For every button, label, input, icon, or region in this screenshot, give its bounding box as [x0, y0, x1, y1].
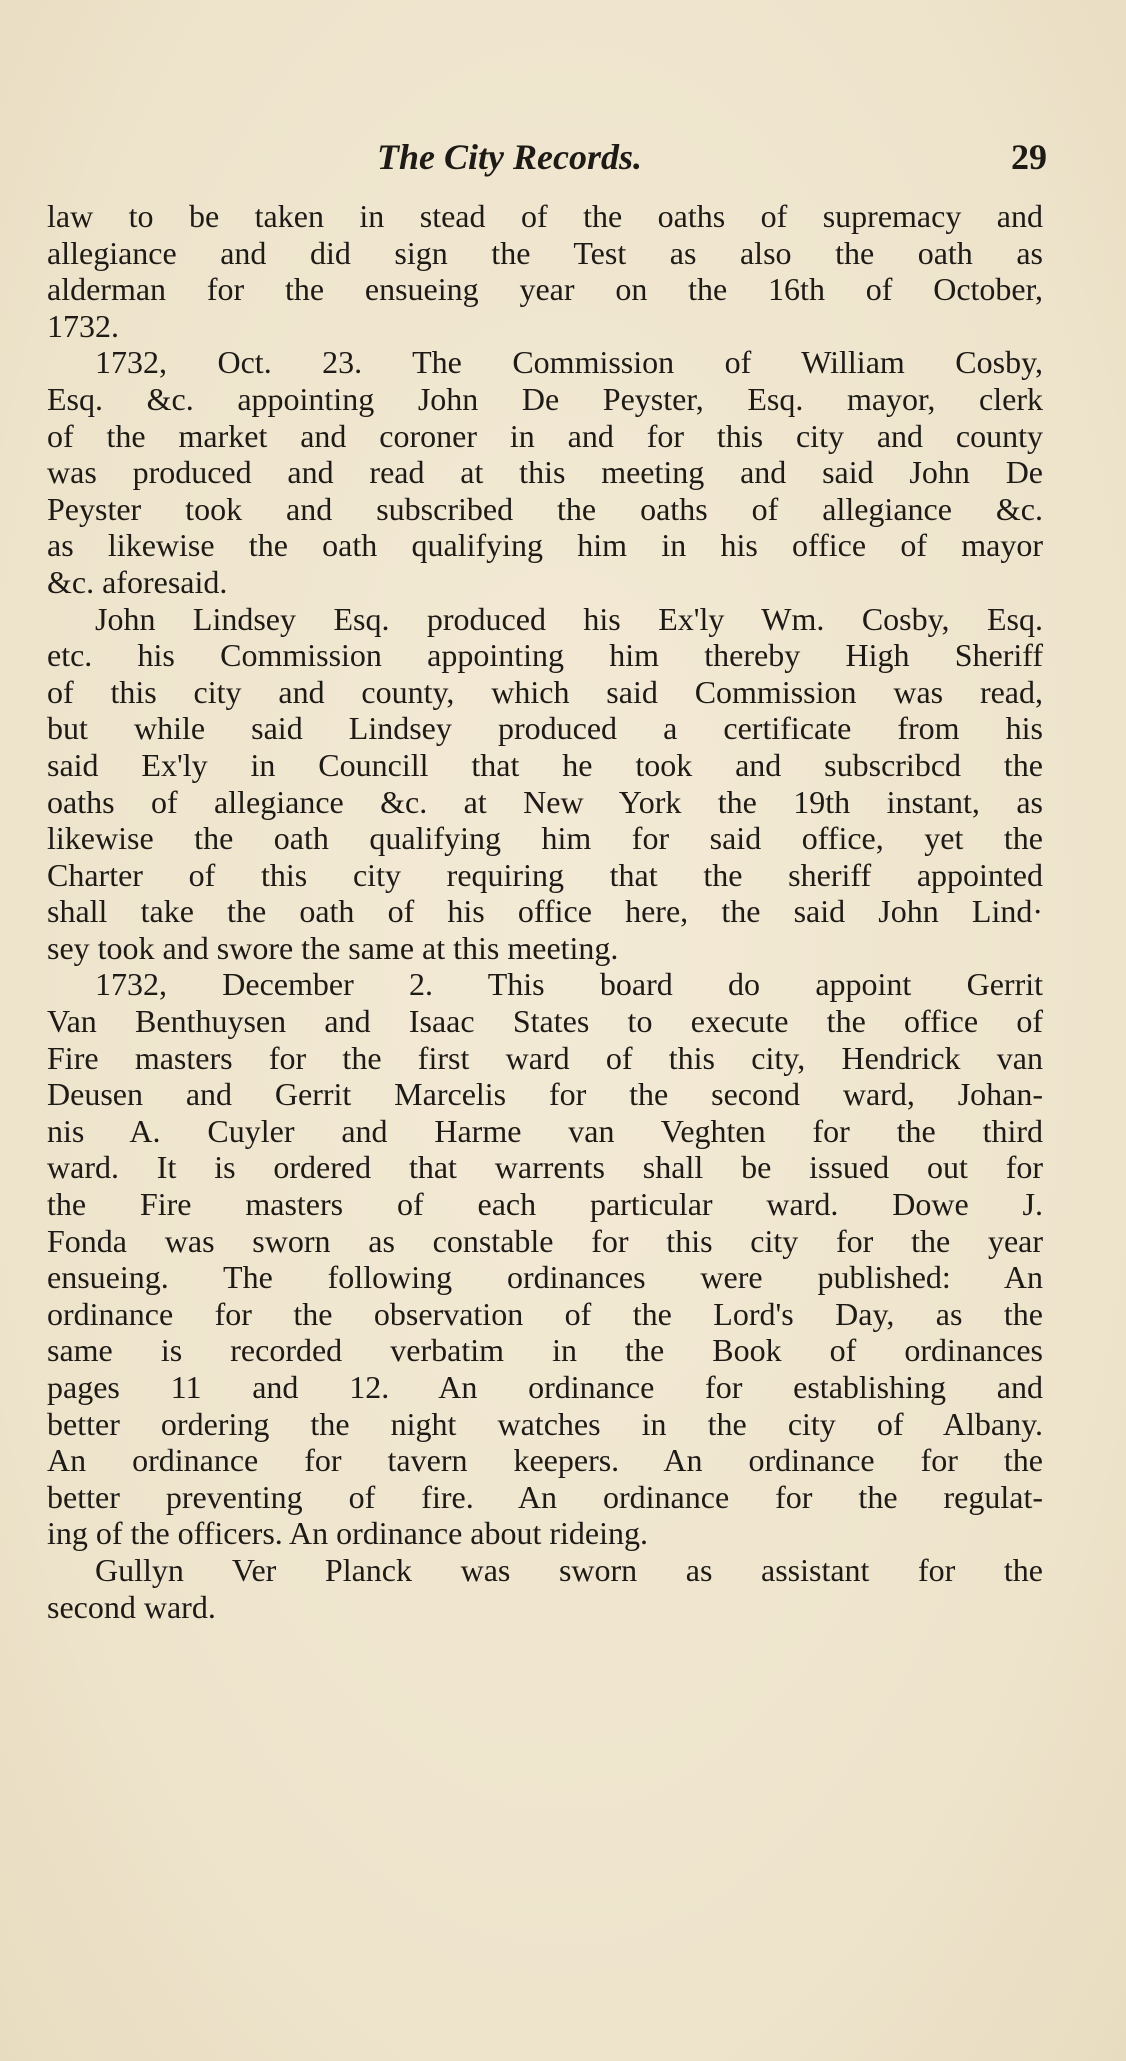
text-line: same is recorded verbatim in the Book of ordinances	[47, 1332, 1043, 1369]
running-title: The City Records.	[377, 137, 642, 177]
text-line: An ordinance for tavern keepers. An ordinance for the	[47, 1442, 1043, 1479]
page-header	[47, 132, 1047, 182]
text-line: Peyster took and subscribed the oaths of allegiance &c.	[47, 490, 1043, 527]
text-line: of this city and county, which said Commission was read,	[47, 673, 1043, 710]
text-line: better ordering the night watches in the city of Albany.	[47, 1405, 1043, 1442]
text-line: alderman for the ensueing year on the 16th of October,	[47, 271, 1043, 308]
text-line: Gullyn Ver Planck was sworn as assistant for the	[95, 1551, 1043, 1588]
text-line: allegiance and did sign the Test as also the oath as	[47, 234, 1043, 271]
text-line: ing of the officers. An ordinance about rideing.	[47, 1515, 649, 1552]
text-line: Fire masters for the first ward of this city, Hendrick van	[47, 1039, 1043, 1076]
text-line: as likewise the oath qualifying him in his office of mayor	[47, 527, 1043, 564]
page-number: 29	[1011, 137, 1047, 177]
body-text	[47, 198, 1043, 1625]
text-line: 1732.	[47, 307, 119, 344]
text-line: etc. his Commission appointing him thereby High Sheriff	[47, 637, 1043, 674]
text-line: law to be taken in stead of the oaths of supremacy and	[47, 198, 1043, 234]
text-line: Deusen and Gerrit Marcelis for the second ward, Johan-	[47, 1076, 1043, 1113]
text-line: sey took and swore the same at this meeting.	[47, 929, 619, 966]
text-line: pages 11 and 12. An ordinance for establishing and	[47, 1369, 1043, 1405]
text-line: the Fire masters of each particular ward. Dowe J.	[47, 1186, 1043, 1223]
text-line: Esq. &c. appointing John De Peyster, Esq. mayor, clerk	[47, 380, 1043, 417]
text-line: Fonda was sworn as constable for this city for the year	[47, 1222, 1043, 1259]
text-line: &c. aforesaid.	[47, 563, 228, 600]
text-line: ordinance for the observation of the Lord's Day, as the	[47, 1295, 1043, 1332]
text-line: Van Benthuysen and Isaac States to execute the office of	[47, 1003, 1043, 1040]
text-line: ward. It is ordered that warrents shall be issued out for	[47, 1149, 1043, 1186]
text-line: was produced and read at this meeting and said John De	[47, 454, 1043, 491]
text-line: but while said Lindsey produced a certificate from his	[47, 710, 1043, 747]
text-line: oaths of allegiance &c. at New York the 19th instant, as	[47, 783, 1043, 820]
text-line: 1732, December 2. This board do appoint Gerrit	[95, 966, 1043, 1003]
text-line: better preventing of fire. An ordinance for the regulat-	[47, 1478, 1043, 1515]
text-line: second ward.	[47, 1588, 216, 1625]
text-line: of the market and coroner in and for this city and county	[47, 417, 1043, 454]
text-line: nis A. Cuyler and Harme van Veghten for the third	[47, 1112, 1043, 1149]
text-line: likewise the oath qualifying him for said office, yet the	[47, 820, 1043, 857]
text-line: John Lindsey Esq. produced his Ex'ly Wm. Cosby, Esq.	[95, 600, 1043, 637]
text-line: said Ex'ly in Councill that he took and subscribcd the	[47, 746, 1043, 783]
text-line: Charter of this city requiring that the sheriff appointed	[47, 856, 1043, 893]
text-line: ensueing. The following ordinances were published: An	[47, 1259, 1043, 1296]
text-line: 1732, Oct. 23. The Commission of William Cosby,	[95, 344, 1043, 381]
text-line: shall take the oath of his office here, the said John Lind·	[47, 893, 1043, 930]
